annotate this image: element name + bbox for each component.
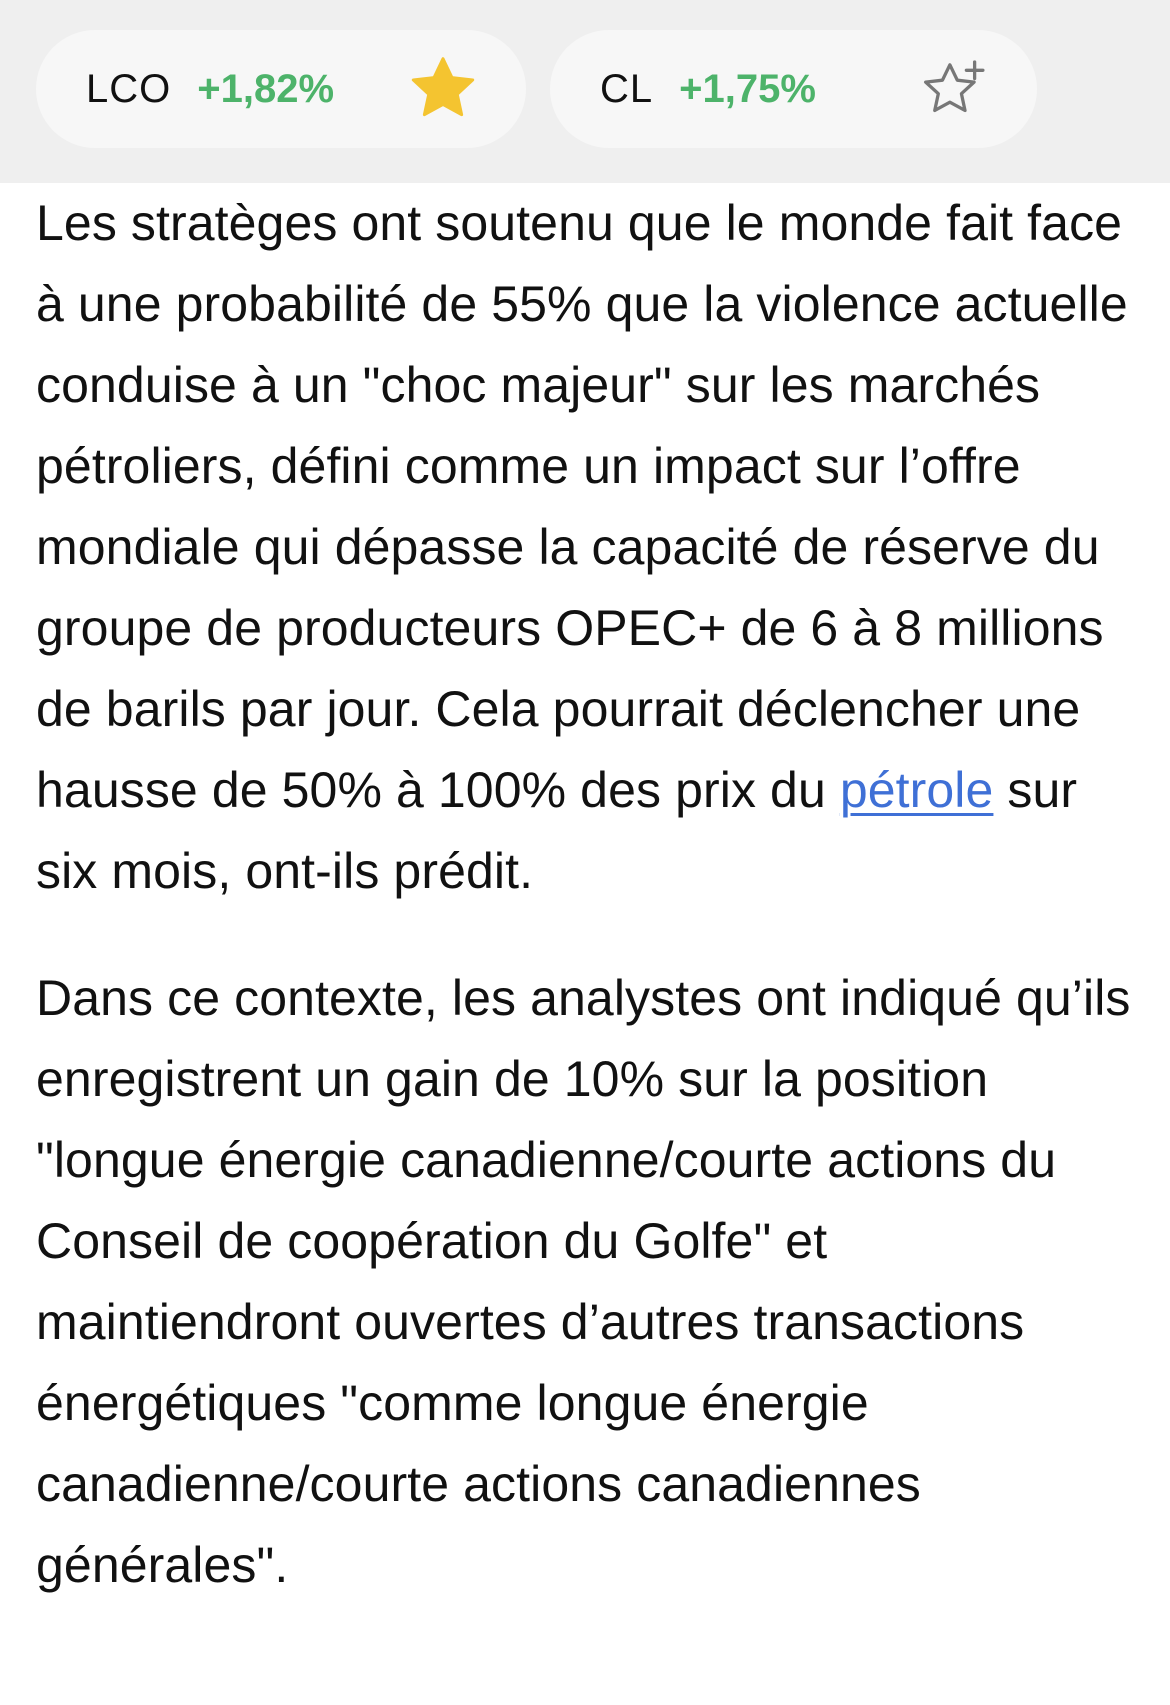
ticker-pill-lco[interactable] [36, 30, 526, 148]
article-paragraph-2: Dans ce contexte, les analystes ont indiqué qu’ils enregistrent un gain de 10% sur la position "longue énergie canadienne/courte actions du Conseil de coopération du Golfe" et maintiendront ouvertes d’autres transactions énergétiques "comme longue énergie canadienne/courte actions canadiennes générales". [36, 970, 1131, 1593]
oil-link[interactable]: pétrole [839, 762, 994, 818]
ticker-change: +1,82% [197, 66, 335, 111]
ticker-pill-cl[interactable] [550, 30, 1037, 148]
star-filled-icon[interactable] [408, 54, 478, 124]
paragraph-text: Les stratèges ont soutenu que le monde fait face à une probabilité de 55% que la violence actuelle conduise à un "choc majeur" sur les marchés pétroliers, défini comme un impact sur l’offre mondiale qui dépasse la capacité de réserve du groupe de producteurs OPEC+ de 6 à 8 millions de barils par jour. Cela pourrait déclencher une hausse de 50% à 100% des prix du [36, 195, 1128, 818]
article-body [0, 183, 1170, 1606]
ticker-bar [0, 0, 1170, 183]
ticker-change: +1,75% [679, 66, 816, 111]
star-add-icon[interactable] [919, 54, 989, 124]
ticker-symbol: CL [600, 66, 654, 111]
paragraph-text: sur six mois, ont-ils prédit. [36, 762, 1078, 899]
article-paragraph-1 [36, 183, 1134, 912]
ticker-symbol: LCO [86, 66, 172, 111]
